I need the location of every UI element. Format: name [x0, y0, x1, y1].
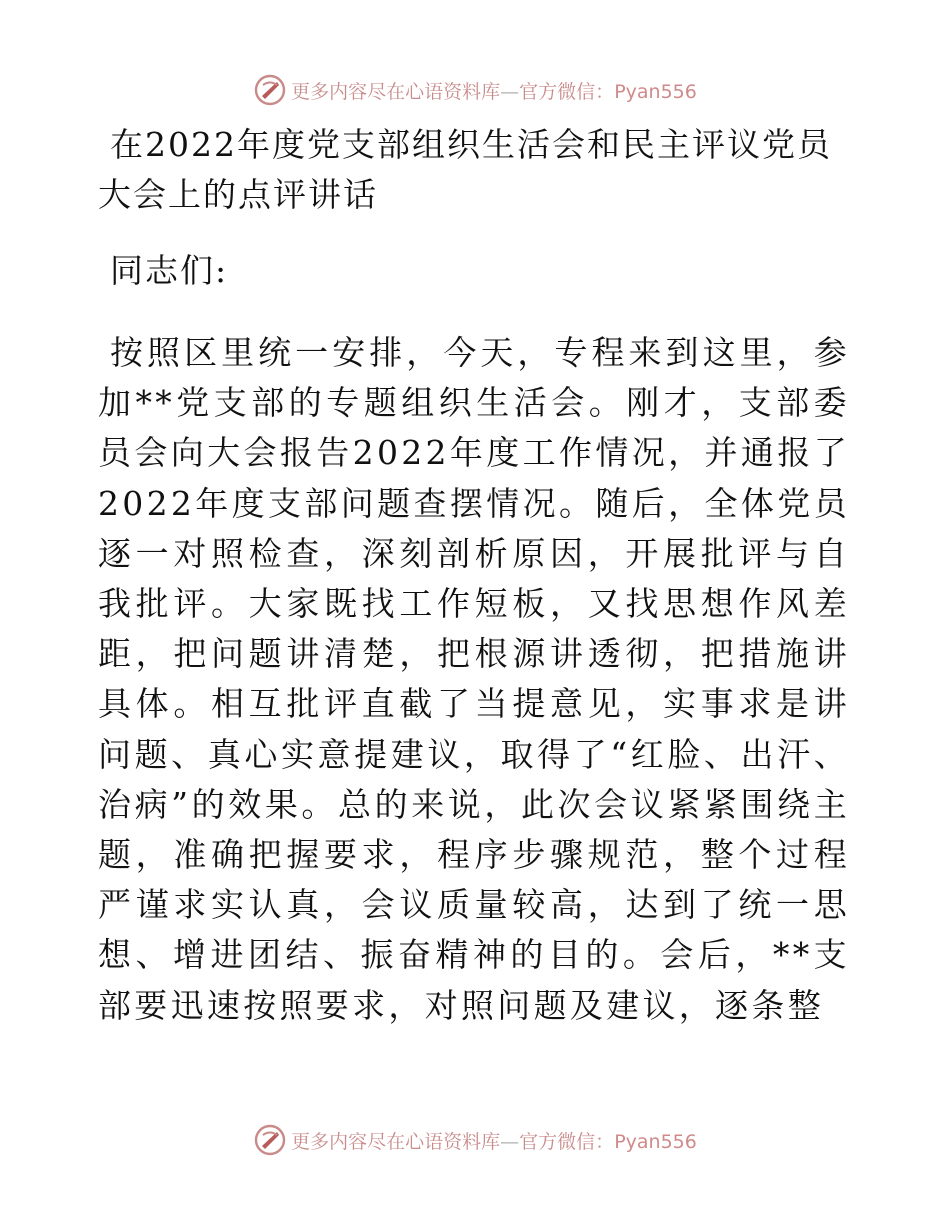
watermark-brand: 更多内容尽在心语资料库: [291, 1130, 501, 1153]
watermark-separator: —: [500, 1130, 520, 1153]
document-body: [98, 120, 850, 1031]
logo-icon: [253, 1123, 287, 1157]
greeting: 同志们:: [110, 251, 229, 290]
watermark-suffix: 官方微信：: [519, 1130, 615, 1153]
logo-icon: [253, 73, 287, 107]
watermark-separator: —: [500, 80, 520, 103]
watermark-handle: Pyan556: [614, 80, 697, 103]
watermark-handle: Pyan556: [614, 1130, 697, 1153]
header-watermark: [0, 72, 950, 108]
body-paragraph: 按照区里统一安排，今天，专程来到这里，参加**党支部的专题组织生活会。刚才，支部委员会向大会报告2022年度工作情况，并通报了2022年度支部问题查摆情况。随后，全体党员逐一对照检查，深刻剖析原因，开展批评与自我批评。大家既找工作短板，又找思想作风差距，把问题讲清楚，把根源讲透彻，把措施讲具体。相互批评直截了当提意见，实事求是讲问题、真心实意提建议，取得了“红脸、出汗、治病”的效果。总的来说，此次会议紧紧围绕主题，准确把握要求，程序步骤规范，整个过程严谨求实认真，会议质量较高，达到了统一思想、增进团结、振奋精神的目的。会后，**支部要迅速按照要求，对照问题及建议，逐条整: [98, 333, 850, 1025]
watermark-suffix: 官方微信：: [519, 80, 615, 103]
document-title: 在2022年度党支部组织生活会和民主评议党员大会上的点评讲话: [98, 125, 832, 214]
watermark-brand: 更多内容尽在心语资料库: [291, 80, 501, 103]
watermark-text: [291, 77, 697, 104]
watermark-text: [291, 1127, 697, 1154]
footer-watermark: [0, 1122, 950, 1158]
